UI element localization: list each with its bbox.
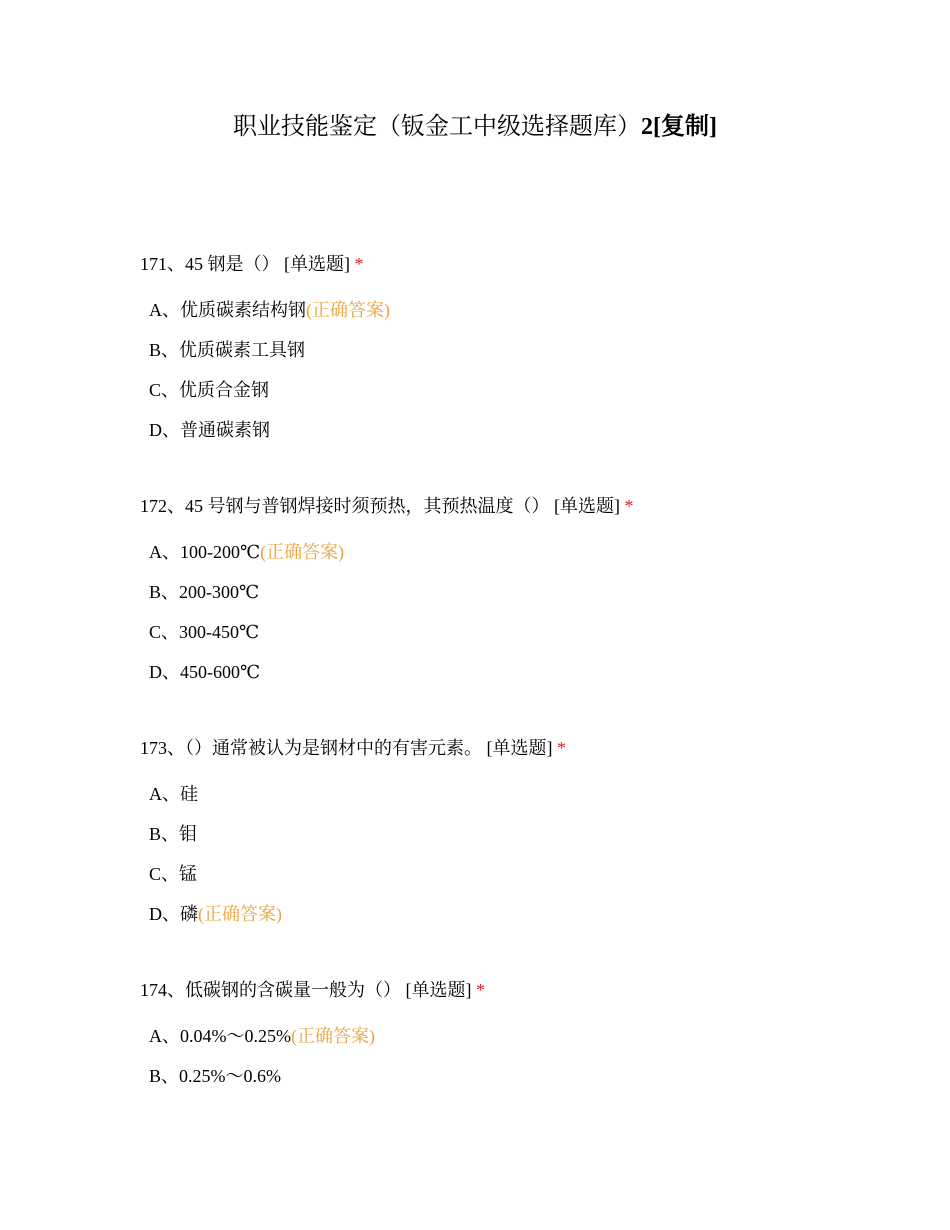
option-c[interactable] <box>149 377 860 403</box>
question-text <box>140 251 860 277</box>
option-a[interactable] <box>149 539 860 565</box>
option-label: B、200-300℃ <box>149 582 260 602</box>
option-label: C、锰 <box>149 864 198 884</box>
option-label: A、优质碳素结构钢 <box>149 300 306 320</box>
question-label: 174、低碳钢的含碳量一般为（） [单选题] <box>140 980 472 1000</box>
correct-answer-mark: (正确答案) <box>260 542 345 562</box>
option-label: A、硅 <box>149 784 198 804</box>
option-label: B、钼 <box>149 824 198 844</box>
correct-answer-mark: (正确答案) <box>198 904 282 924</box>
option-a[interactable] <box>149 781 860 807</box>
option-c[interactable] <box>149 619 860 645</box>
question-text <box>140 977 860 1003</box>
option-d[interactable] <box>149 417 860 443</box>
option-b[interactable] <box>149 337 860 363</box>
question-label: 172、45 号钢与普钢焊接时须预热，其预热温度（） [单选题] <box>140 496 620 516</box>
option-a[interactable] <box>149 1023 860 1049</box>
option-b[interactable] <box>149 579 860 605</box>
option-label: D、磷 <box>149 904 198 924</box>
option-a[interactable] <box>149 297 860 323</box>
option-label: D、普通碳素钢 <box>149 420 270 440</box>
question-171 <box>140 251 860 443</box>
option-label: C、300-450℃ <box>149 622 260 642</box>
option-c[interactable] <box>149 861 860 887</box>
question-173 <box>140 735 860 927</box>
option-d[interactable] <box>149 659 860 685</box>
option-label: A、100-200℃ <box>149 542 261 562</box>
question-text <box>140 735 860 761</box>
correct-answer-mark: (正确答案) <box>291 1026 375 1046</box>
option-label: B、0.25%～0.6% <box>149 1066 281 1086</box>
correct-answer-mark: (正确答案) <box>306 300 390 320</box>
option-b[interactable] <box>149 821 860 847</box>
title-main: 职业技能鉴定（钣金工中级选择题库） <box>233 114 641 140</box>
option-label: C、优质合金钢 <box>149 380 270 400</box>
required-mark: * <box>354 254 364 274</box>
question-174 <box>140 977 860 1089</box>
question-text <box>140 493 860 519</box>
page-title <box>0 110 950 144</box>
question-label: 171、45 钢是（） [单选题] <box>140 254 350 274</box>
question-172 <box>140 493 860 685</box>
required-mark: * <box>624 496 634 516</box>
required-mark: * <box>476 980 485 1000</box>
option-b[interactable] <box>149 1063 860 1089</box>
option-label: B、优质碳素工具钢 <box>149 340 306 360</box>
title-suffix: 2[复制] <box>641 114 717 140</box>
option-label: A、0.04%～0.25% <box>149 1026 291 1046</box>
option-label: D、450-600℃ <box>149 662 261 682</box>
required-mark: * <box>557 738 566 758</box>
option-d[interactable] <box>149 901 860 927</box>
question-label: 173、（）通常被认为是钢材中的有害元素。 [单选题] <box>140 738 553 758</box>
